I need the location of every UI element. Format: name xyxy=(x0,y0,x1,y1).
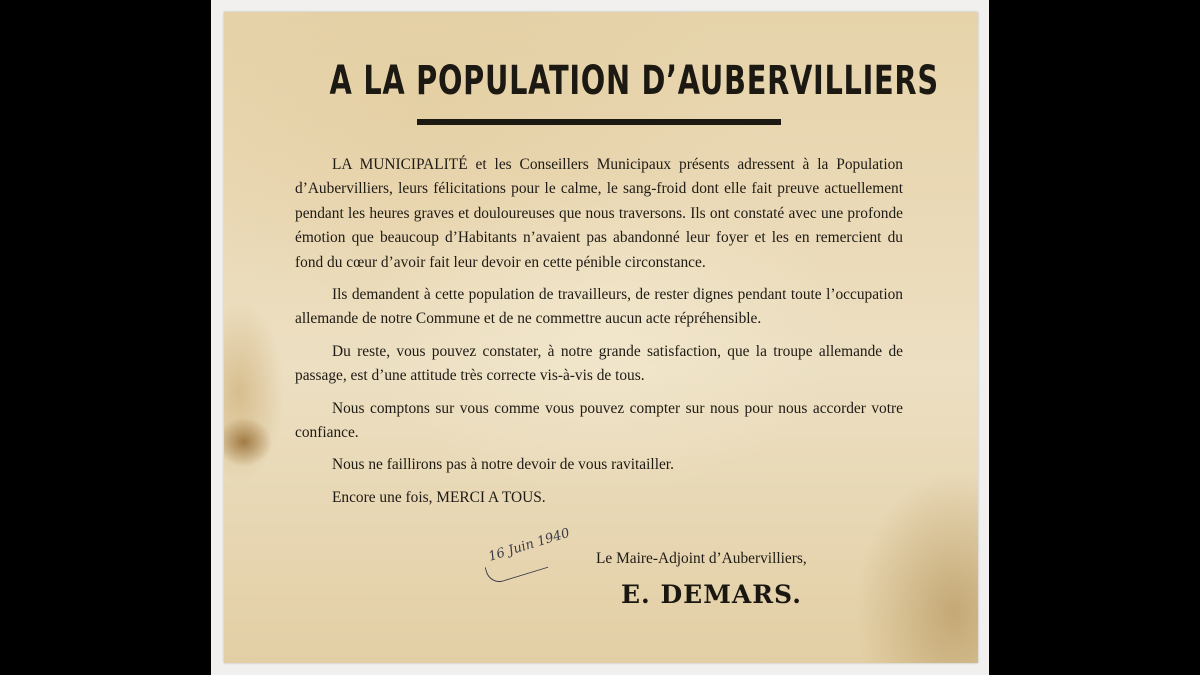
paragraph-3: Du reste, vous pouvez constater, à notre grande satisfaction, que la troupe allemande de passage, est d’une attitude très correcte vis-à-vis de tous. xyxy=(295,342,903,385)
title-underline-rule xyxy=(417,119,781,125)
paragraph-4: Nous comptons sur vous comme vous pouvez compter sur nous pour nous accorder votre confiance. xyxy=(295,399,903,442)
paragraph-2: Ils demandent à cette population de travailleurs, de rester dignes pendant toute l’occupation allemande de notre Commune et de ne commettre aucun acte répréhensible. xyxy=(295,286,903,328)
paragraph-5: Nous ne faillirons pas à notre devoir de vous ravitailler. xyxy=(332,456,674,474)
paragraph-6: Encore une fois, MERCI A TOUS. xyxy=(332,488,546,506)
poster-title: A LA POPULATION D’AUBERVILLIERS xyxy=(329,58,939,104)
handwritten-date: 16 Juin 1940 xyxy=(486,525,572,565)
poster-sheet xyxy=(224,12,978,663)
paragraph-1: LA MUNICIPALITÉ et les Conseillers Municipaux présents adressent à la Population d’Aubervilliers, leurs félicitations pour le calme, le sang-froid dont elle fait preuve actuellement pendant les heures graves et douloureuses que nous traversons. Ils ont constaté avec une profonde émotion que beaucoup d’Habitants n’avaient pas abandonné leur foyer et les en remercient du fond du cœur d’avoir fait leur devoir en cette pénible circonstance. xyxy=(295,156,903,271)
poster-body xyxy=(295,153,903,518)
signatory-title: Le Maire-Adjoint d’Aubervilliers, xyxy=(596,550,807,567)
signatory-name: E. DEMARS. xyxy=(621,580,802,609)
